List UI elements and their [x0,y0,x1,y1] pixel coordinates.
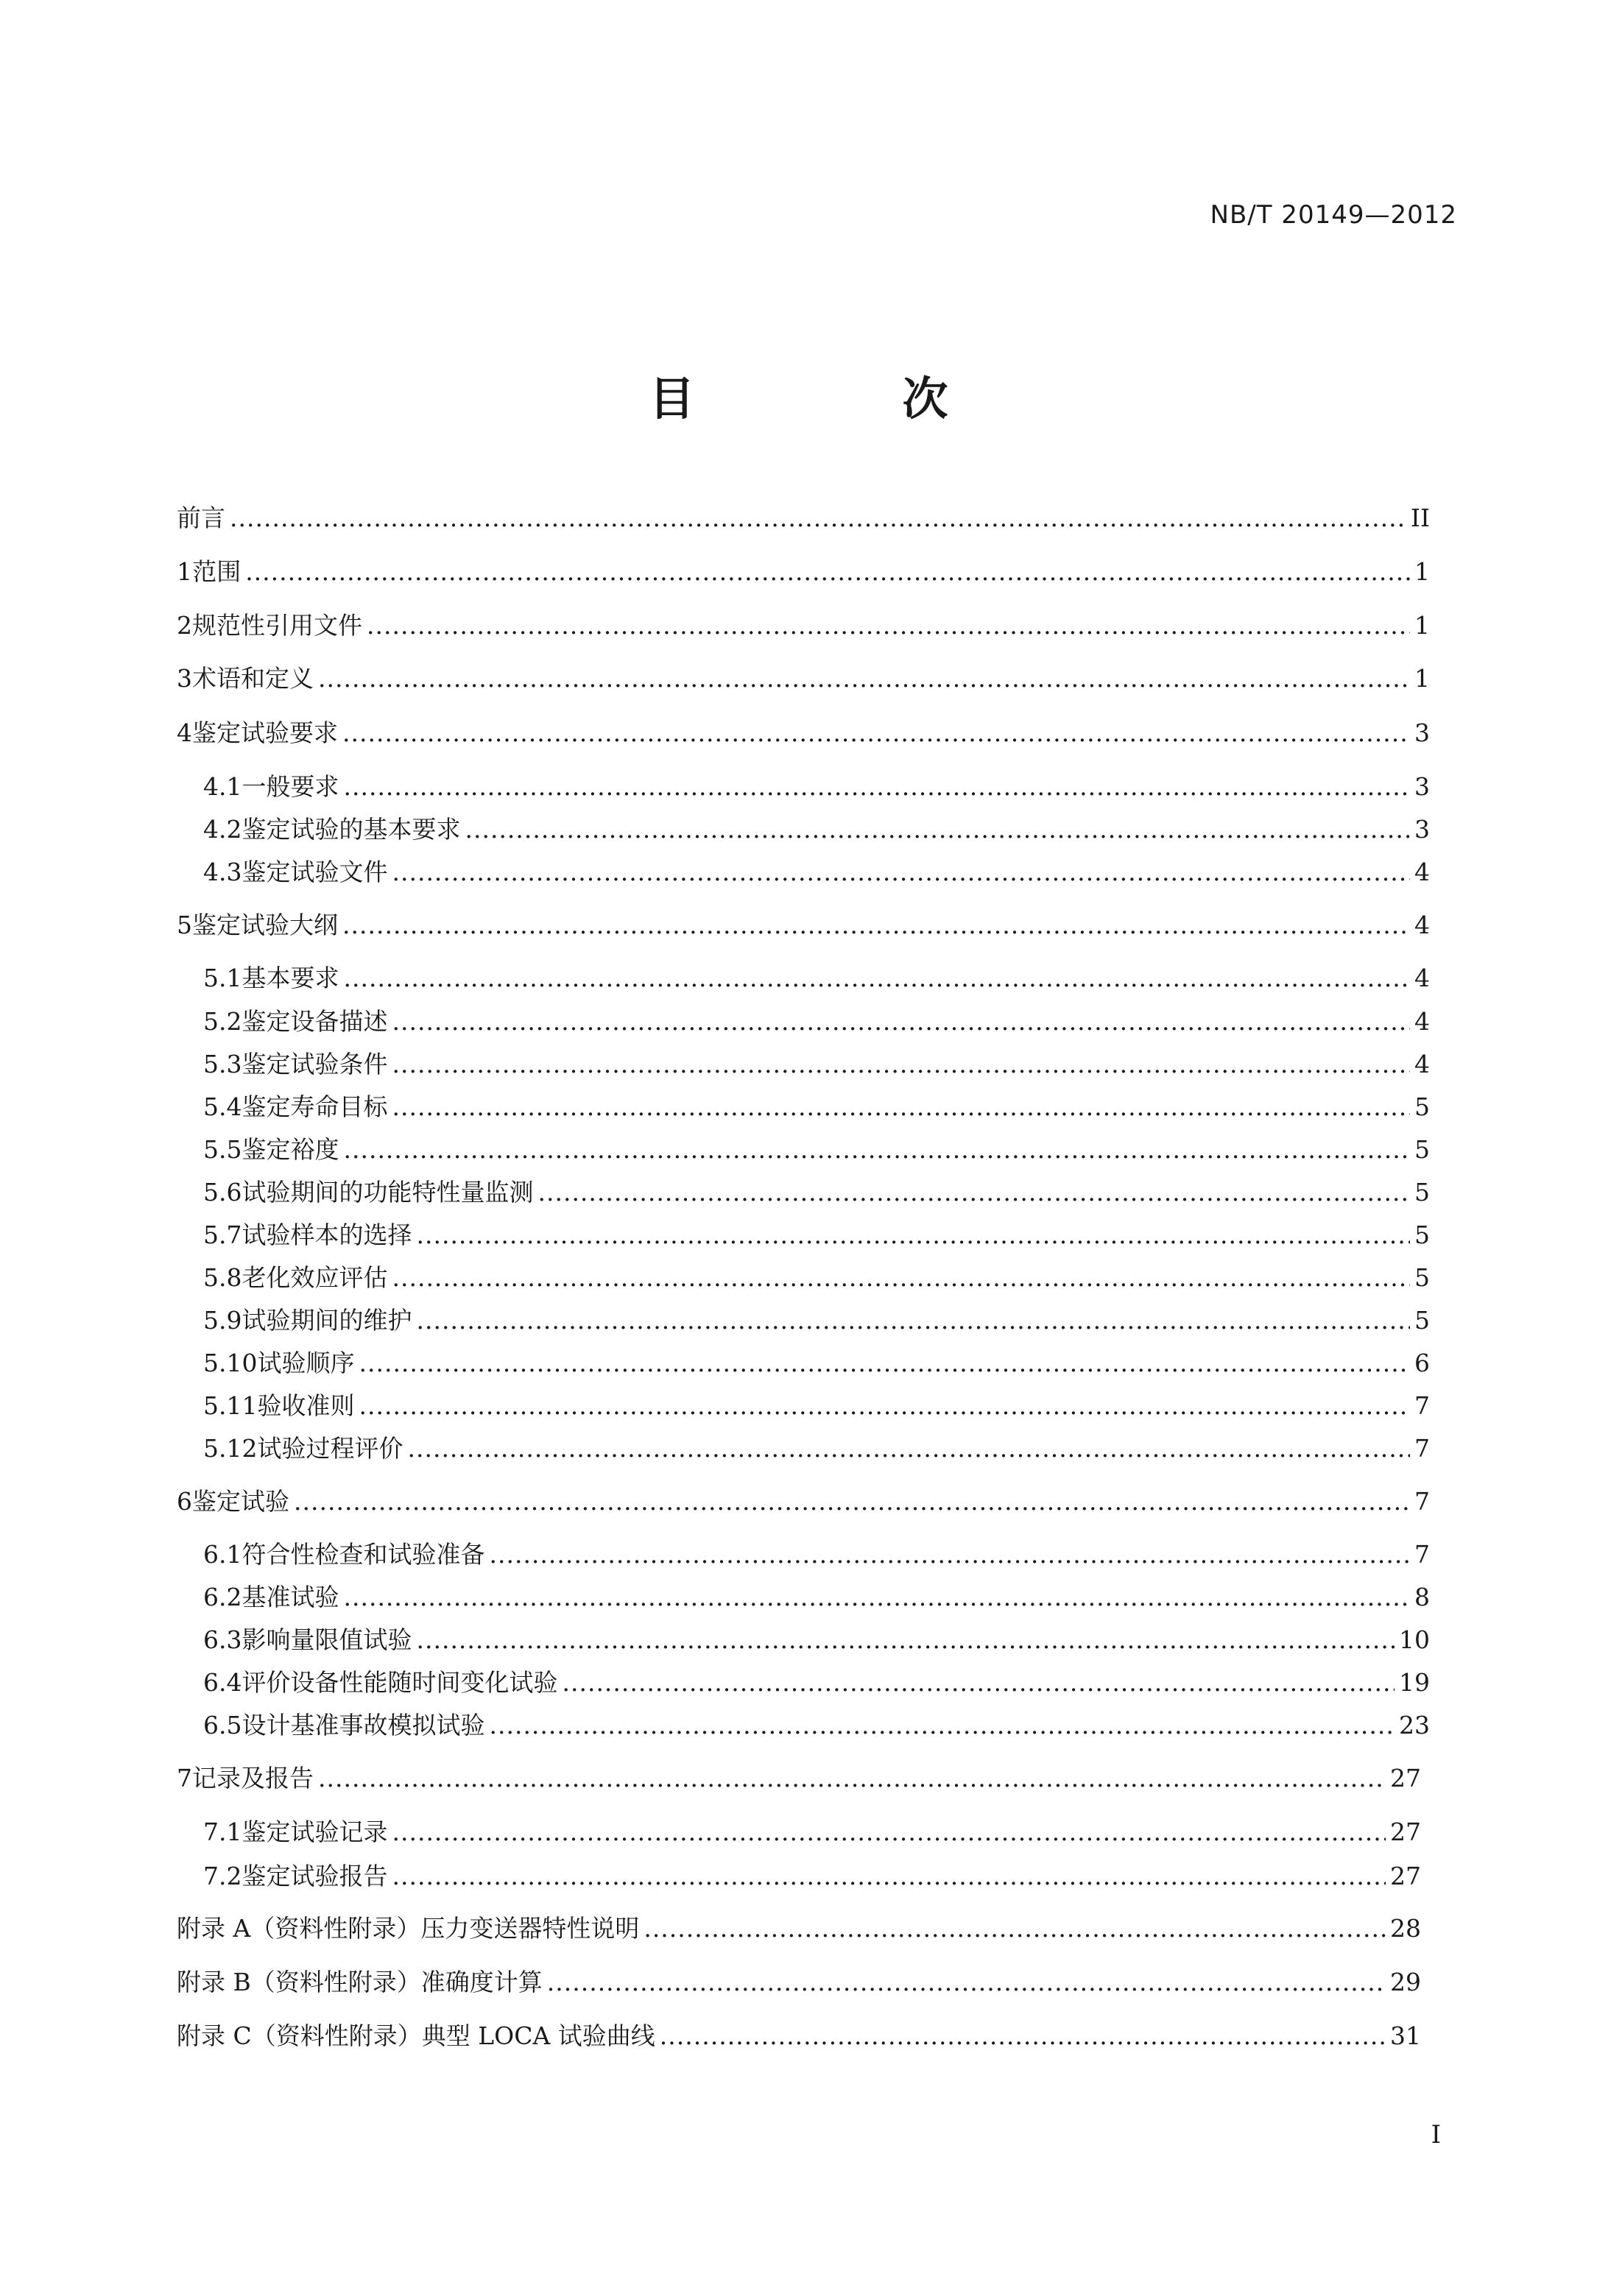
toc-entry-page: 3 [1414,815,1430,844]
toc-entry-page: 7 [1414,1487,1430,1516]
toc-entry-page: 7 [1414,1391,1430,1420]
toc-entry-page: 23 [1399,1711,1430,1739]
toc-entry-number: 5.1 [203,964,242,992]
toc-leader-dots [392,1091,1410,1123]
toc-entry-number: 7.2 [203,1862,242,1890]
toc-entry[interactable] [177,663,1430,695]
toc-leader-dots [392,1262,1410,1294]
toc-entry-number: 4.1 [203,772,242,801]
toc-entry-label: 范围 [192,557,242,586]
toc-entry-label: 鉴定试验要求 [192,718,338,747]
toc-entry-label: 鉴定试验文件 [242,858,388,886]
toc-leader-dots [359,1390,1410,1422]
toc-leader-dots [343,1581,1410,1614]
toc-entry-label: 鉴定试验的基本要求 [242,815,461,844]
toc-leader-dots [562,1667,1395,1699]
toc-entry-page: 7 [1414,1434,1430,1463]
toc-entry-page: 5 [1414,1263,1430,1292]
toc-entry[interactable] [177,717,1430,749]
toc-entry-page: 4 [1414,858,1430,886]
toc-entry-number: 5.8 [203,1263,242,1292]
toc-entry-page: 29 [1390,1968,1421,1996]
toc-entry[interactable] [203,1347,1430,1380]
toc-entry-number: 5.9 [203,1306,242,1335]
toc-entry[interactable] [203,813,1430,846]
toc-entry-number: 6.1 [203,1540,242,1569]
toc-entry-page: 4 [1414,1007,1430,1036]
toc-entry[interactable] [203,1048,1430,1081]
toc-entry[interactable] [203,1581,1430,1614]
toc-entry-number: 6.2 [203,1583,242,1611]
toc-entry-page: 5 [1414,1306,1430,1335]
toc-entry[interactable] [177,610,1430,642]
toc-entry-page: 5 [1414,1092,1430,1121]
toc-leader-dots [392,1048,1410,1081]
toc-entry-label: 试验顺序 [257,1349,355,1377]
toc-entry-number: 7.1 [203,1818,242,1846]
toc-leader-dots [416,1304,1410,1337]
toc-entry-page: 27 [1390,1818,1421,1846]
toc-entry[interactable] [203,1176,1430,1209]
toc-leader-dots [343,1134,1410,1166]
toc-leader-dots [392,1860,1386,1893]
toc-entry-label: 设计基准事故模拟试验 [242,1711,485,1739]
toc-entry-label: 基准试验 [242,1583,339,1611]
toc-entry-number: 6.5 [203,1711,242,1739]
toc-entry-number: 6.3 [203,1625,242,1654]
toc-entry-number: 3 [177,664,192,693]
toc-entry-label: 鉴定寿命目标 [242,1092,388,1121]
toc-leader-dots [392,1816,1386,1848]
toc-entry-page: 3 [1414,772,1430,801]
toc-entry-number: 5 [177,911,192,939]
toc-entry[interactable] [203,1624,1430,1656]
toc-entry[interactable] [203,1860,1421,1893]
toc-leader-dots [465,813,1410,846]
toc-entry-label: 基本要求 [242,964,339,992]
toc-entry-label: 鉴定裕度 [242,1135,339,1164]
toc-entry-label: 记录及报告 [192,1764,314,1792]
toc-leader-dots [367,610,1410,642]
toc-entry-page: II [1410,504,1430,532]
toc-entry[interactable] [177,1486,1430,1518]
toc-leader-dots [416,1624,1395,1656]
toc-entry-label: 试验过程评价 [257,1434,403,1463]
toc-entry-page: 5 [1414,1178,1430,1207]
toc-entry-label: 规范性引用文件 [192,611,362,640]
toc-leader-dots [318,1762,1386,1795]
toc-entry-page: 8 [1414,1583,1430,1611]
toc-leader-dots [407,1433,1410,1465]
toc-leader-dots [547,1966,1386,1999]
toc-entry-page: 19 [1399,1668,1430,1697]
toc-leader-dots [342,717,1410,749]
toc-entry-label: 鉴定试验大纲 [192,911,338,939]
toc-entry-number: 5.7 [203,1221,242,1249]
toc-entry-label: 试验期间的功能特性量监测 [242,1178,534,1207]
toc-leader-dots [359,1347,1410,1380]
toc-leader-dots [342,909,1410,942]
toc-leader-dots [230,502,1406,534]
toc-entry-label: 术语和定义 [192,664,314,693]
toc-entry-label: 鉴定试验报告 [242,1862,388,1890]
page-number: I [1431,2120,1441,2150]
toc-entry[interactable] [203,1539,1430,1571]
toc-entry-page: 27 [1390,1764,1421,1792]
toc-entry-label: 鉴定试验条件 [242,1050,388,1078]
toc-entry[interactable] [203,1091,1430,1123]
toc-entry-label: 准确度计算 [420,1968,543,1996]
toc-leader-dots [245,556,1410,588]
toc-entry-label: 典型 LOCA 试验曲线 [421,2021,655,2050]
toc-entry-number: 5.12 [203,1434,258,1463]
toc-entry-number: 5.3 [203,1050,242,1078]
toc-entry-label: 符合性检查和试验准备 [242,1540,485,1569]
toc-entry-number: 4.2 [203,815,242,844]
toc-entry[interactable] [177,502,1430,534]
toc-leader-dots [392,856,1410,889]
toc-entry[interactable] [203,1304,1430,1337]
toc-leader-dots [416,1219,1410,1251]
toc-entry-label: 试验样本的选择 [242,1221,412,1249]
toc-leader-dots [660,2020,1386,2052]
toc-entry-page: 1 [1414,557,1430,586]
toc-entry-label: 验收准则 [257,1391,355,1420]
toc-leader-dots [318,663,1410,695]
toc-entry[interactable] [203,962,1430,995]
toc-entry-number: 附录 B（资料性附录） [177,1968,421,1996]
toc-entry-number: 附录 A（资料性附录） [177,1914,421,1943]
toc-entry[interactable] [203,771,1430,803]
toc-leader-dots [343,771,1410,803]
toc-entry-label: 前言 [177,504,225,532]
toc-entry[interactable] [177,909,1430,942]
toc-entry-page: 5 [1414,1221,1430,1249]
toc-entry-page: 1 [1414,664,1430,693]
page-title: 目 次 [649,372,1029,425]
toc-entry[interactable] [203,1667,1430,1699]
toc-entry[interactable] [203,1709,1430,1742]
toc-entry-page: 4 [1414,1050,1430,1078]
toc-entry[interactable] [203,1006,1430,1038]
toc-entry-number: 6 [177,1487,192,1516]
toc-entry-number: 4 [177,718,192,747]
toc-entry-page: 1 [1414,611,1430,640]
toc-entry[interactable] [177,1912,1421,1945]
toc-entry-number: 5.6 [203,1178,242,1207]
toc-entry[interactable] [177,556,1430,588]
toc-leader-dots [343,962,1410,995]
toc-entry-label: 试验期间的维护 [242,1306,412,1335]
toc-entry-number: 5.11 [203,1391,258,1420]
toc-entry-page: 10 [1399,1625,1430,1654]
toc-leader-dots [489,1539,1410,1571]
toc-entry-label: 鉴定试验记录 [242,1818,388,1846]
toc-entry-page: 3 [1414,718,1430,747]
toc-entry-number: 5.5 [203,1135,242,1164]
toc-entry[interactable] [203,1390,1430,1422]
toc-entry[interactable] [203,1816,1421,1848]
toc-leader-dots [294,1486,1410,1518]
toc-entry-page: 7 [1414,1540,1430,1569]
toc-entry-label: 老化效应评估 [242,1263,388,1292]
toc-entry-page: 4 [1414,911,1430,939]
toc-entry-number: 1 [177,557,192,586]
toc-entry-label: 鉴定试验 [192,1487,289,1516]
toc-entry[interactable] [203,1262,1430,1294]
toc-leader-dots [537,1176,1410,1209]
toc-entry-page: 31 [1390,2021,1421,2050]
toc-entry[interactable] [203,1433,1430,1465]
toc-entry-label: 评价设备性能随时间变化试验 [242,1668,558,1697]
toc-leader-dots [392,1006,1410,1038]
toc-leader-dots [489,1709,1395,1742]
toc-entry-label: 鉴定设备描述 [242,1007,388,1036]
toc-entry-number: 4.3 [203,858,242,886]
toc-entry-number: 5.10 [203,1349,258,1377]
toc-entry-number: 2 [177,611,192,640]
toc-entry-page: 27 [1390,1862,1421,1890]
toc-entry-number: 7 [177,1764,192,1792]
toc-entry-page: 5 [1414,1135,1430,1164]
toc-entry-page: 4 [1414,964,1430,992]
toc-entry[interactable] [177,1762,1421,1795]
toc-entry-number: 附录 C（资料性附录） [177,2021,422,2050]
toc-leader-dots [644,1912,1386,1945]
toc-entry[interactable] [177,1966,1421,1999]
toc-entry[interactable] [203,1134,1430,1166]
toc-entry[interactable] [203,856,1430,889]
toc-entry[interactable] [177,2020,1421,2052]
toc-entry-page: 28 [1390,1914,1421,1943]
toc-entry[interactable] [203,1219,1430,1251]
toc-entry-page: 6 [1414,1349,1430,1377]
toc-entry-label: 压力变送器特性说明 [420,1914,640,1943]
toc-entry-label: 影响量限值试验 [242,1625,412,1654]
toc-entry-label: 一般要求 [242,772,339,801]
toc-entry-number: 5.2 [203,1007,242,1036]
toc-entry-number: 6.4 [203,1668,242,1697]
document-code: NB/T 20149—2012 [1210,200,1457,230]
toc-entry-number: 5.4 [203,1092,242,1121]
